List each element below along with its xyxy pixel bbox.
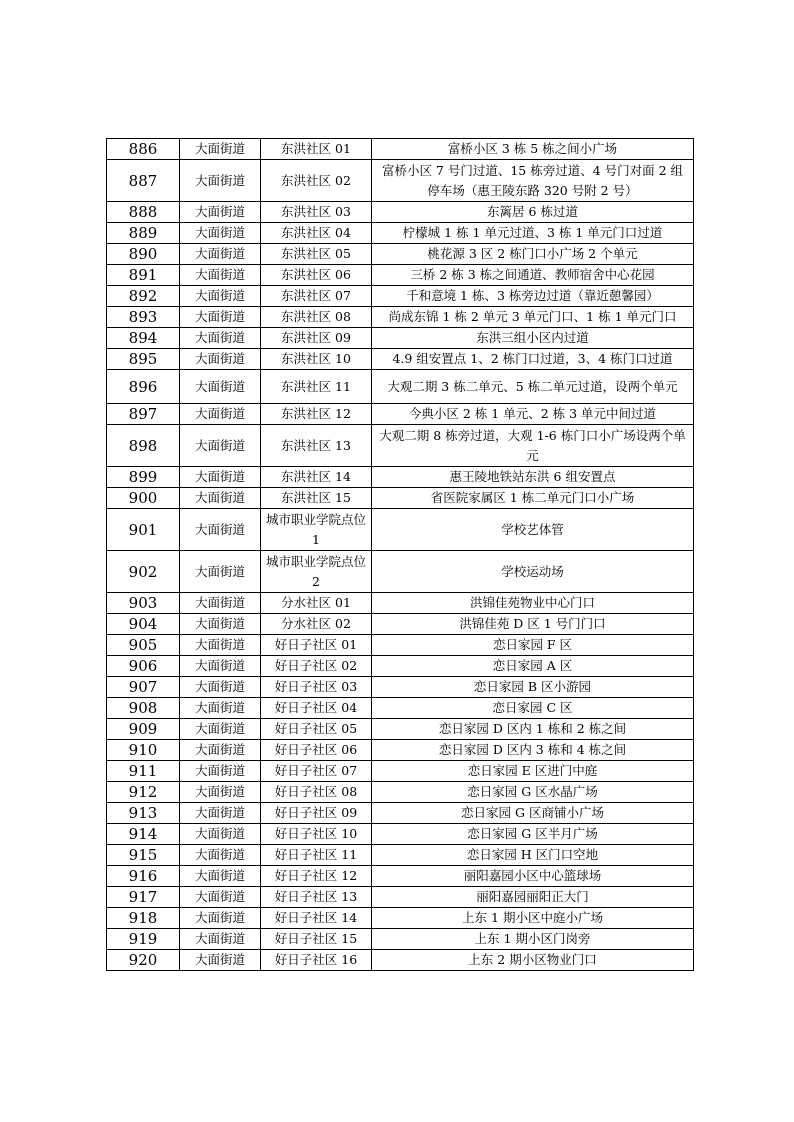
row-number: 901 bbox=[107, 509, 180, 551]
collection-points-table bbox=[106, 138, 694, 971]
community-cell: 东洪社区 08 bbox=[261, 307, 372, 328]
table-row bbox=[107, 803, 694, 824]
community-cell: 分水社区 02 bbox=[261, 614, 372, 635]
community-cell: 东洪社区 04 bbox=[261, 223, 372, 244]
street-cell: 大面街道 bbox=[180, 467, 261, 488]
table-row bbox=[107, 139, 694, 160]
location-cell: 恋日家园 G 区半月广场 bbox=[372, 824, 694, 845]
street-cell: 大面街道 bbox=[180, 139, 261, 160]
row-number: 892 bbox=[107, 286, 180, 307]
location-cell: 今典小区 2 栋 1 单元、2 栋 3 单元中间过道 bbox=[372, 404, 694, 425]
location-cell: 恋日家园 F 区 bbox=[372, 635, 694, 656]
street-cell: 大面街道 bbox=[180, 656, 261, 677]
table-row bbox=[107, 824, 694, 845]
location-cell: 4.9 组安置点 1、2 栋门口过道，3、4 栋门口过道 bbox=[372, 349, 694, 370]
table-body bbox=[107, 139, 694, 971]
community-cell: 东洪社区 13 bbox=[261, 425, 372, 467]
location-cell: 大观二期 8 栋旁过道，大观 1-6 栋门口小广场设两个单元 bbox=[372, 425, 694, 467]
row-number: 915 bbox=[107, 845, 180, 866]
location-cell: 三桥 2 栋 3 栋之间通道、教师宿舍中心花园 bbox=[372, 265, 694, 286]
table-row bbox=[107, 887, 694, 908]
street-cell: 大面街道 bbox=[180, 509, 261, 551]
community-cell: 东洪社区 10 bbox=[261, 349, 372, 370]
location-cell: 恋日家园 A 区 bbox=[372, 656, 694, 677]
location-cell: 上东 1 期小区中庭小广场 bbox=[372, 908, 694, 929]
table-row bbox=[107, 698, 694, 719]
community-cell: 东洪社区 14 bbox=[261, 467, 372, 488]
community-cell: 东洪社区 05 bbox=[261, 244, 372, 265]
table-row bbox=[107, 244, 694, 265]
row-number: 893 bbox=[107, 307, 180, 328]
location-cell: 学校运动场 bbox=[372, 551, 694, 593]
row-number: 906 bbox=[107, 656, 180, 677]
location-cell: 尚成东锦 1 栋 2 单元 3 单元门口、1 栋 1 单元门口 bbox=[372, 307, 694, 328]
street-cell: 大面街道 bbox=[180, 265, 261, 286]
community-cell: 东洪社区 15 bbox=[261, 488, 372, 509]
row-number: 904 bbox=[107, 614, 180, 635]
street-cell: 大面街道 bbox=[180, 614, 261, 635]
location-cell: 千和意境 1 栋、3 栋旁边过道（靠近憩馨园） bbox=[372, 286, 694, 307]
table-row bbox=[107, 845, 694, 866]
row-number: 917 bbox=[107, 887, 180, 908]
location-cell: 洪锦佳苑物业中心门口 bbox=[372, 593, 694, 614]
row-number: 887 bbox=[107, 160, 180, 202]
street-cell: 大面街道 bbox=[180, 286, 261, 307]
location-cell: 东篱居 6 栋过道 bbox=[372, 202, 694, 223]
row-number: 903 bbox=[107, 593, 180, 614]
location-cell: 恋日家园 G 区水晶广场 bbox=[372, 782, 694, 803]
table-row bbox=[107, 328, 694, 349]
community-cell: 东洪社区 06 bbox=[261, 265, 372, 286]
community-cell: 好日子社区 11 bbox=[261, 845, 372, 866]
street-cell: 大面街道 bbox=[180, 328, 261, 349]
community-cell: 好日子社区 14 bbox=[261, 908, 372, 929]
location-cell: 学校艺体管 bbox=[372, 509, 694, 551]
street-cell: 大面街道 bbox=[180, 349, 261, 370]
street-cell: 大面街道 bbox=[180, 719, 261, 740]
table-row bbox=[107, 467, 694, 488]
table-row bbox=[107, 509, 694, 551]
street-cell: 大面街道 bbox=[180, 425, 261, 467]
row-number: 907 bbox=[107, 677, 180, 698]
location-cell: 大观二期 3 栋二单元、5 栋二单元过道，设两个单元 bbox=[372, 370, 694, 404]
location-cell: 丽阳嘉园丽阳正大门 bbox=[372, 887, 694, 908]
table-row bbox=[107, 349, 694, 370]
community-cell: 分水社区 01 bbox=[261, 593, 372, 614]
row-number: 916 bbox=[107, 866, 180, 887]
row-number: 918 bbox=[107, 908, 180, 929]
community-cell: 东洪社区 07 bbox=[261, 286, 372, 307]
location-cell: 富桥小区 7 号门过道、15 栋旁过道、4 号门对面 2 组停车场（惠王陵东路 320 号附 2 号） bbox=[372, 160, 694, 202]
street-cell: 大面街道 bbox=[180, 635, 261, 656]
community-cell: 好日子社区 03 bbox=[261, 677, 372, 698]
community-cell: 好日子社区 12 bbox=[261, 866, 372, 887]
table-row bbox=[107, 908, 694, 929]
location-cell: 恋日家园 B 区小游园 bbox=[372, 677, 694, 698]
row-number: 894 bbox=[107, 328, 180, 349]
row-number: 913 bbox=[107, 803, 180, 824]
row-number: 888 bbox=[107, 202, 180, 223]
row-number: 909 bbox=[107, 719, 180, 740]
community-cell: 好日子社区 07 bbox=[261, 761, 372, 782]
row-number: 898 bbox=[107, 425, 180, 467]
location-cell: 恋日家园 C 区 bbox=[372, 698, 694, 719]
community-cell: 好日子社区 06 bbox=[261, 740, 372, 761]
location-cell: 恋日家园 G 区商铺小广场 bbox=[372, 803, 694, 824]
street-cell: 大面街道 bbox=[180, 677, 261, 698]
street-cell: 大面街道 bbox=[180, 803, 261, 824]
community-cell: 东洪社区 09 bbox=[261, 328, 372, 349]
community-cell: 好日子社区 08 bbox=[261, 782, 372, 803]
street-cell: 大面街道 bbox=[180, 404, 261, 425]
row-number: 889 bbox=[107, 223, 180, 244]
table-row bbox=[107, 950, 694, 971]
community-cell: 东洪社区 11 bbox=[261, 370, 372, 404]
community-cell: 东洪社区 12 bbox=[261, 404, 372, 425]
table-row bbox=[107, 866, 694, 887]
community-cell: 好日子社区 02 bbox=[261, 656, 372, 677]
row-number: 891 bbox=[107, 265, 180, 286]
table-row bbox=[107, 160, 694, 202]
community-cell: 东洪社区 01 bbox=[261, 139, 372, 160]
location-cell: 东洪三组小区内过道 bbox=[372, 328, 694, 349]
row-number: 890 bbox=[107, 244, 180, 265]
community-cell: 好日子社区 15 bbox=[261, 929, 372, 950]
street-cell: 大面街道 bbox=[180, 824, 261, 845]
community-cell: 东洪社区 02 bbox=[261, 160, 372, 202]
row-number: 902 bbox=[107, 551, 180, 593]
street-cell: 大面街道 bbox=[180, 488, 261, 509]
table-row bbox=[107, 593, 694, 614]
street-cell: 大面街道 bbox=[180, 223, 261, 244]
street-cell: 大面街道 bbox=[180, 202, 261, 223]
location-cell: 丽阳嘉园小区中心篮球场 bbox=[372, 866, 694, 887]
row-number: 912 bbox=[107, 782, 180, 803]
community-cell: 好日子社区 09 bbox=[261, 803, 372, 824]
row-number: 897 bbox=[107, 404, 180, 425]
street-cell: 大面街道 bbox=[180, 551, 261, 593]
community-cell: 城市职业学院点位 2 bbox=[261, 551, 372, 593]
location-cell: 上东 1 期小区门岗旁 bbox=[372, 929, 694, 950]
location-cell: 恋日家园 D 区内 3 栋和 4 栋之间 bbox=[372, 740, 694, 761]
street-cell: 大面街道 bbox=[180, 866, 261, 887]
row-number: 911 bbox=[107, 761, 180, 782]
row-number: 919 bbox=[107, 929, 180, 950]
row-number: 895 bbox=[107, 349, 180, 370]
street-cell: 大面街道 bbox=[180, 950, 261, 971]
table-row bbox=[107, 551, 694, 593]
street-cell: 大面街道 bbox=[180, 698, 261, 719]
street-cell: 大面街道 bbox=[180, 887, 261, 908]
table-row bbox=[107, 265, 694, 286]
location-cell: 上东 2 期小区物业门口 bbox=[372, 950, 694, 971]
table-row bbox=[107, 202, 694, 223]
table-row bbox=[107, 677, 694, 698]
street-cell: 大面街道 bbox=[180, 845, 261, 866]
table-row bbox=[107, 307, 694, 328]
community-cell: 东洪社区 03 bbox=[261, 202, 372, 223]
table-row bbox=[107, 656, 694, 677]
location-cell: 恋日家园 E 区进门中庭 bbox=[372, 761, 694, 782]
street-cell: 大面街道 bbox=[180, 929, 261, 950]
street-cell: 大面街道 bbox=[180, 740, 261, 761]
table-row bbox=[107, 782, 694, 803]
community-cell: 好日子社区 13 bbox=[261, 887, 372, 908]
table-row bbox=[107, 614, 694, 635]
street-cell: 大面街道 bbox=[180, 160, 261, 202]
community-cell: 好日子社区 16 bbox=[261, 950, 372, 971]
row-number: 910 bbox=[107, 740, 180, 761]
street-cell: 大面街道 bbox=[180, 782, 261, 803]
location-cell: 省医院家属区 1 栋二单元门口小广场 bbox=[372, 488, 694, 509]
table-row bbox=[107, 370, 694, 404]
table-row bbox=[107, 425, 694, 467]
location-cell: 桃花源 3 区 2 栋门口小广场 2 个单元 bbox=[372, 244, 694, 265]
table-row bbox=[107, 719, 694, 740]
community-cell: 好日子社区 04 bbox=[261, 698, 372, 719]
table-row bbox=[107, 223, 694, 244]
row-number: 886 bbox=[107, 139, 180, 160]
community-cell: 城市职业学院点位 1 bbox=[261, 509, 372, 551]
table-row bbox=[107, 286, 694, 307]
row-number: 896 bbox=[107, 370, 180, 404]
table-row bbox=[107, 761, 694, 782]
street-cell: 大面街道 bbox=[180, 908, 261, 929]
table-row bbox=[107, 635, 694, 656]
street-cell: 大面街道 bbox=[180, 307, 261, 328]
location-cell: 惠王陵地铁站东洪 6 组安置点 bbox=[372, 467, 694, 488]
location-cell: 柠檬城 1 栋 1 单元过道、3 栋 1 单元门口过道 bbox=[372, 223, 694, 244]
row-number: 908 bbox=[107, 698, 180, 719]
table-row bbox=[107, 488, 694, 509]
location-cell: 富桥小区 3 栋 5 栋之间小广场 bbox=[372, 139, 694, 160]
row-number: 899 bbox=[107, 467, 180, 488]
table-row bbox=[107, 404, 694, 425]
community-cell: 好日子社区 01 bbox=[261, 635, 372, 656]
row-number: 900 bbox=[107, 488, 180, 509]
location-cell: 恋日家园 H 区门口空地 bbox=[372, 845, 694, 866]
community-cell: 好日子社区 05 bbox=[261, 719, 372, 740]
street-cell: 大面街道 bbox=[180, 370, 261, 404]
table-row bbox=[107, 740, 694, 761]
street-cell: 大面街道 bbox=[180, 761, 261, 782]
row-number: 905 bbox=[107, 635, 180, 656]
table-row bbox=[107, 929, 694, 950]
location-cell: 恋日家园 D 区内 1 栋和 2 栋之间 bbox=[372, 719, 694, 740]
row-number: 920 bbox=[107, 950, 180, 971]
row-number: 914 bbox=[107, 824, 180, 845]
street-cell: 大面街道 bbox=[180, 593, 261, 614]
street-cell: 大面街道 bbox=[180, 244, 261, 265]
community-cell: 好日子社区 10 bbox=[261, 824, 372, 845]
location-cell: 洪锦佳苑 D 区 1 号门门口 bbox=[372, 614, 694, 635]
